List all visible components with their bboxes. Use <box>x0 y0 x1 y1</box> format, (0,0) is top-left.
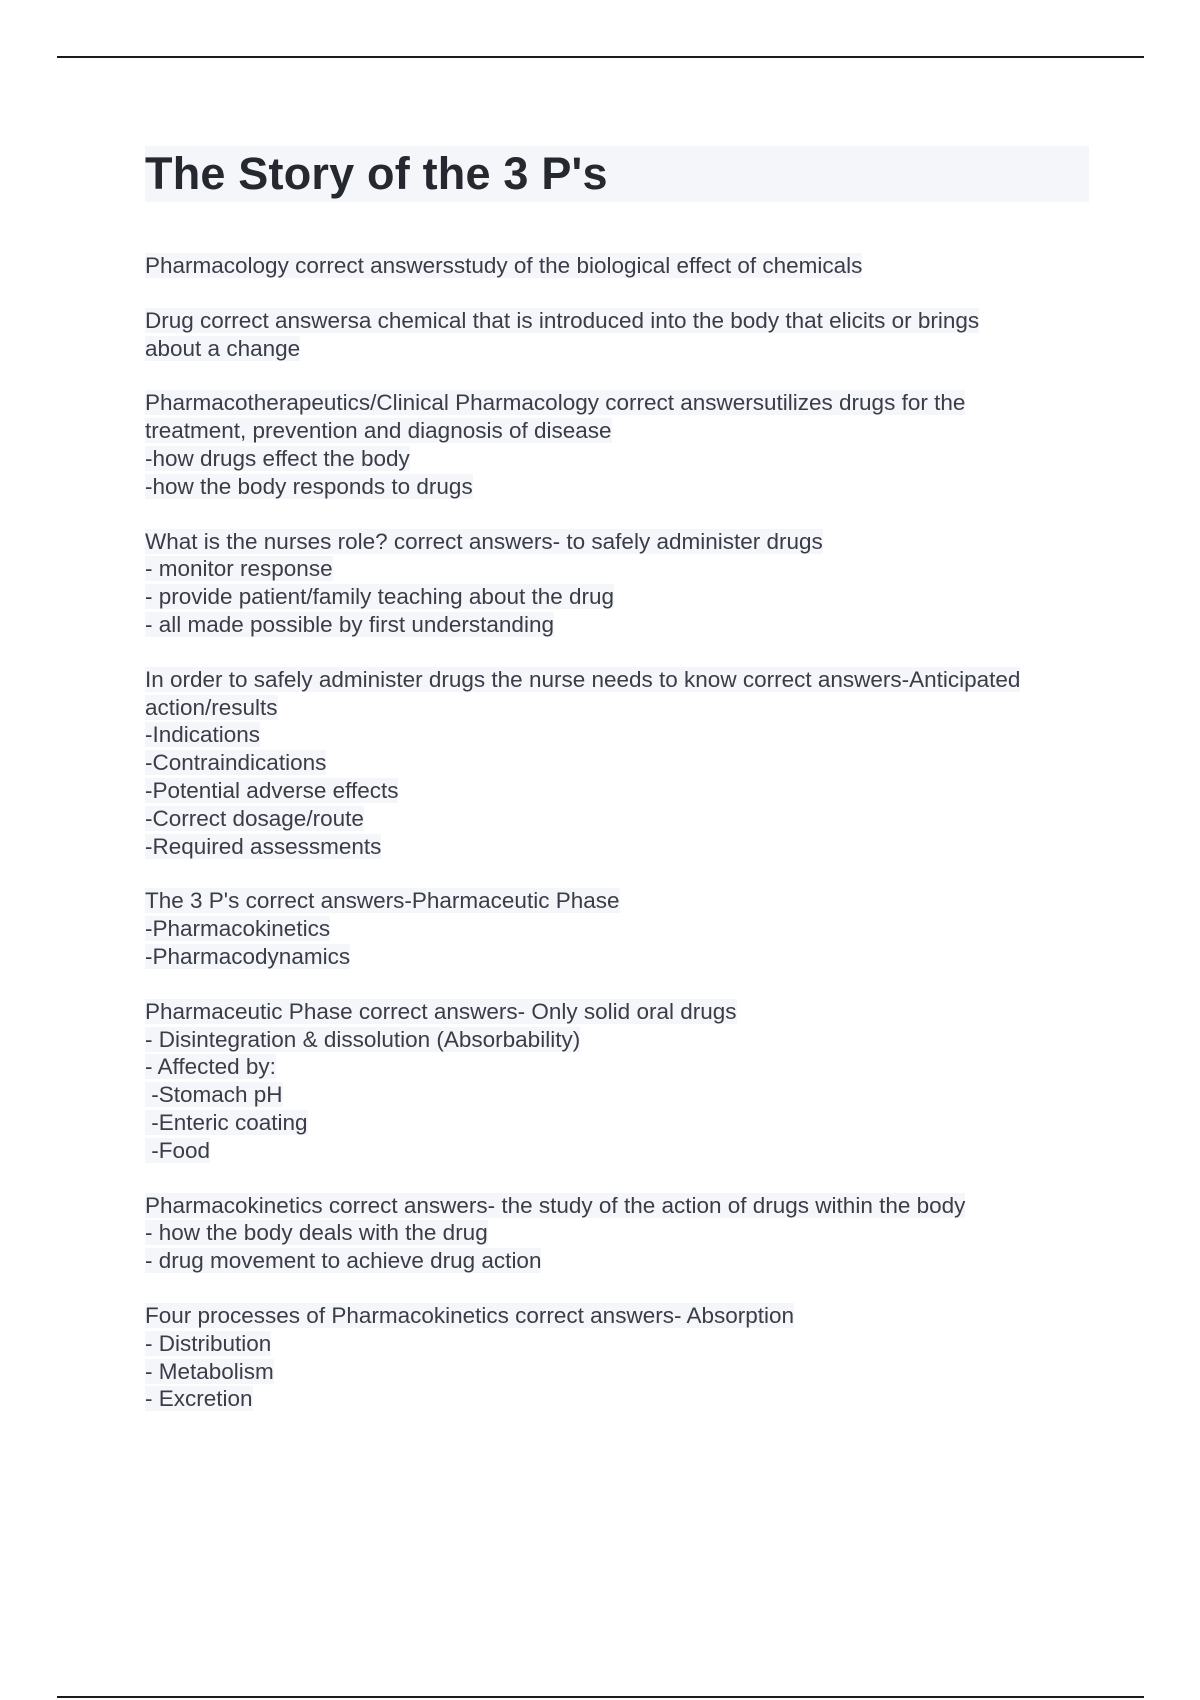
entry-line: What is the nurses role? correct answers- to safely administer drugs <box>145 528 823 554</box>
entry-line-row <box>145 887 1089 915</box>
entry-line-row <box>145 998 1089 1026</box>
entry-line: Four processes of Pharmacokinetics correct answers- Absorption <box>145 1302 795 1328</box>
entry-line: -Indications <box>145 722 261 748</box>
entry-line-row <box>145 915 1089 943</box>
entry-line: -Pharmacodynamics <box>145 943 351 969</box>
entry-line-row <box>145 1053 1089 1081</box>
entry-line: -Enteric coating <box>145 1109 308 1135</box>
entry-line-row <box>145 721 1089 749</box>
flashcard-entry <box>145 998 1089 1165</box>
entry-line-row <box>145 694 1089 722</box>
top-rule <box>57 56 1144 58</box>
entry-line-row <box>145 252 1089 280</box>
entry-line: - monitor response <box>145 556 333 582</box>
page-title: The Story of the 3 P's <box>145 148 608 199</box>
flashcard-entry <box>145 1192 1089 1275</box>
entry-line: - provide patient/family teaching about the drug <box>145 584 615 610</box>
entry-line-row <box>145 1137 1089 1165</box>
entry-line-row <box>145 777 1089 805</box>
entry-line-row <box>145 583 1089 611</box>
entry-line: treatment, prevention and diagnosis of disease <box>145 418 612 444</box>
entry-line: - Distribution <box>145 1330 272 1356</box>
entry-line: The 3 P's correct answers-Pharmaceutic Phase <box>145 888 620 914</box>
entry-line-row <box>145 473 1089 501</box>
entry-line-row <box>145 1081 1089 1109</box>
entry-line-row <box>145 528 1089 556</box>
entry-line-row <box>145 335 1089 363</box>
flashcard-entry <box>145 528 1089 639</box>
entry-line-row <box>145 307 1089 335</box>
entry-line: - Metabolism <box>145 1358 274 1384</box>
flashcard-entry <box>145 252 1089 280</box>
entry-line: Pharmacotherapeutics/Clinical Pharmacology correct answersutilizes drugs for the <box>145 390 966 416</box>
flashcard-list <box>145 252 1089 1413</box>
bottom-rule <box>57 1696 1144 1698</box>
entry-line-row <box>145 943 1089 971</box>
entry-line: -Food <box>145 1137 211 1163</box>
entry-line: Drug correct answersa chemical that is introduced into the body that elicits or brings <box>145 307 980 333</box>
flashcard-entry <box>145 389 1089 500</box>
flashcard-entry <box>145 307 1089 363</box>
entry-line-row <box>145 1109 1089 1137</box>
entry-line: -how drugs effect the body <box>145 445 410 471</box>
entry-line-row <box>145 611 1089 639</box>
entry-line-row <box>145 1026 1089 1054</box>
entry-line: -Correct dosage/route <box>145 805 364 831</box>
entry-line: - how the body deals with the drug <box>145 1220 488 1246</box>
entry-line: In order to safely administer drugs the nurse needs to know correct answers-Anticipated <box>145 666 1021 692</box>
entry-line-row <box>145 1385 1089 1413</box>
entry-line-row <box>145 555 1089 583</box>
entry-line: Pharmaceutic Phase correct answers- Only solid oral drugs <box>145 998 737 1024</box>
entry-line: - drug movement to achieve drug action <box>145 1248 542 1274</box>
entry-line: Pharmacology correct answersstudy of the biological effect of chemicals <box>145 253 863 278</box>
entry-line: -Required assessments <box>145 833 382 859</box>
entry-line-row <box>145 417 1089 445</box>
document-body <box>145 146 1089 1440</box>
flashcard-entry <box>145 887 1089 970</box>
entry-line-row <box>145 749 1089 777</box>
entry-line-row <box>145 445 1089 473</box>
entry-line-row <box>145 666 1089 694</box>
entry-line-row <box>145 1302 1089 1330</box>
flashcard-entry <box>145 666 1089 861</box>
flashcard-entry <box>145 1302 1089 1413</box>
entry-line: -Pharmacokinetics <box>145 916 331 942</box>
entry-line: -how the body responds to drugs <box>145 473 473 499</box>
entry-line: - all made possible by first understanding <box>145 611 554 637</box>
entry-line: -Contraindications <box>145 750 327 776</box>
title-box <box>145 146 1089 202</box>
entry-line-row <box>145 1330 1089 1358</box>
entry-line-row <box>145 833 1089 861</box>
entry-line: - Excretion <box>145 1386 253 1412</box>
entry-line-row <box>145 389 1089 417</box>
entry-line: action/results <box>145 694 278 720</box>
entry-line-row <box>145 805 1089 833</box>
entry-line: -Potential adverse effects <box>145 777 399 803</box>
entry-line: Pharmacokinetics correct answers- the study of the action of drugs within the body <box>145 1192 966 1218</box>
entry-line-row <box>145 1358 1089 1386</box>
entry-line: - Affected by: <box>145 1054 276 1080</box>
entry-line-row <box>145 1247 1089 1275</box>
entry-line: about a change <box>145 335 301 361</box>
entry-line-row <box>145 1219 1089 1247</box>
entry-line: - Disintegration & dissolution (Absorbability) <box>145 1026 581 1052</box>
entry-line: -Stomach pH <box>145 1082 283 1108</box>
entry-line-row <box>145 1192 1089 1220</box>
